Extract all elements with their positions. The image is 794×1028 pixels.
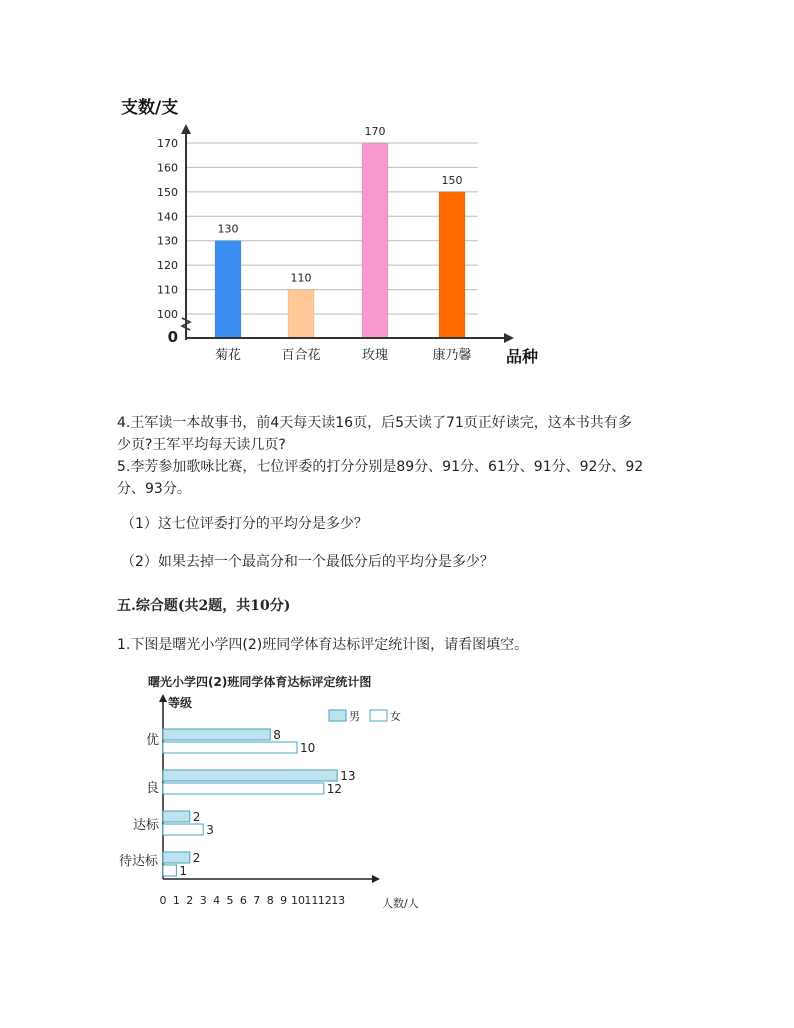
- q5-line2: 分、93分。: [117, 481, 191, 497]
- value-良-女: 12: [326, 782, 343, 796]
- x-tick-0: 0: [159, 894, 167, 907]
- x-tick-菊花: 菊花: [214, 348, 242, 363]
- q4-line2: 少页?王军平均每天读几页?: [117, 437, 286, 453]
- x-tick-1: 1: [172, 894, 180, 907]
- y-tick-0: 0: [167, 328, 178, 346]
- x-tick-labels: [160, 894, 346, 907]
- x-tick-labels: [215, 347, 472, 363]
- x-tick-3: 3: [199, 894, 207, 907]
- bar-优-女: [163, 742, 297, 753]
- axis-break-mark: [182, 318, 190, 330]
- y-tick-160: 160: [157, 161, 178, 175]
- x-tick-10: 10: [291, 894, 305, 907]
- bar-value-labels: [218, 125, 463, 285]
- bar-value-labels: [179, 728, 355, 878]
- y-axis-label: 等级: [168, 696, 193, 710]
- bar-达标-男: [163, 811, 190, 822]
- y-tick-labels: [157, 137, 178, 346]
- bar-待达标-女: [163, 865, 176, 876]
- y-axis-label: 支数/支: [121, 98, 179, 118]
- q5-sub1: （1）这七位评委打分的平均分是多少？: [121, 516, 368, 532]
- x-axis-arrow: [372, 875, 380, 883]
- legend: [329, 709, 401, 723]
- legend-female-swatch: [370, 710, 387, 721]
- bar-达标-女: [163, 824, 203, 835]
- value-待达标-男: 2: [192, 851, 201, 865]
- value-待达标-女: 1: [179, 864, 188, 878]
- x-tick-13: 13: [331, 894, 346, 907]
- category-优: 优: [146, 733, 160, 748]
- x-tick-2: 2: [186, 894, 194, 907]
- flower-bar-chart: [0, 0, 794, 400]
- y-tick-170: 170: [157, 137, 178, 150]
- x-axis-label: 品种: [506, 347, 539, 366]
- y-axis-arrow: [159, 694, 167, 702]
- category-labels: [119, 732, 160, 869]
- bar-优-男: [163, 729, 270, 740]
- y-axis-arrow: [181, 124, 191, 134]
- q5-sub2: （2）如果去掉一个最高分和一个最低分后的平均分是多少？: [121, 554, 494, 570]
- y-tick-130: 130: [157, 234, 178, 248]
- question-4: [117, 412, 697, 456]
- y-tick-120: 120: [157, 259, 178, 273]
- value-良-男: 13: [340, 769, 356, 783]
- x-tick-8: 8: [266, 894, 274, 907]
- bar-康乃馨: [439, 192, 465, 338]
- category-良: 良: [146, 781, 160, 796]
- legend-male-label: 男: [349, 710, 360, 723]
- question-5: [117, 456, 697, 500]
- bars: [163, 729, 337, 876]
- x-axis-arrow: [504, 333, 514, 343]
- bar-菊花: [215, 241, 241, 338]
- y-tick-100: 100: [157, 308, 178, 321]
- x-tick-11: 11: [304, 894, 319, 907]
- y-tick-140: 140: [157, 210, 178, 224]
- value-优-女: 10: [300, 741, 316, 755]
- value-达标-女: 3: [206, 823, 214, 837]
- category-待达标: 待达标: [119, 854, 159, 869]
- y-tick-110: 110: [157, 283, 178, 297]
- chart-title: 曙光小学四(2)班同学体育达标评定统计图: [148, 675, 372, 689]
- x-tick-4: 4: [213, 894, 221, 907]
- x-tick-12: 12: [317, 894, 332, 907]
- bar-百合花: [288, 290, 314, 338]
- section-title: 五.综合题(共2题，共10分): [117, 598, 291, 614]
- bar-待达标-男: [163, 852, 190, 863]
- x-tick-百合花: 百合花: [281, 348, 321, 363]
- value-达标-男: 2: [192, 810, 201, 824]
- y-tick-150: 150: [157, 185, 178, 199]
- x-tick-康乃馨: 康乃馨: [432, 348, 472, 363]
- category-达标: 达标: [133, 818, 160, 833]
- q5-line1: 5.李芳参加歌咏比赛，七位评委的打分分别是89分、91分、61分、91分、92分、92: [117, 459, 644, 475]
- value-label-康乃馨: 150: [441, 173, 463, 187]
- x-axis-label: 人数/人: [382, 897, 419, 910]
- legend-female-label: 女: [390, 710, 401, 723]
- value-label-玫瑰: 170: [364, 125, 386, 138]
- x-tick-9: 9: [280, 894, 288, 907]
- x-tick-7: 7: [253, 894, 261, 907]
- legend-male-swatch: [329, 710, 346, 721]
- x-tick-5: 5: [226, 894, 234, 907]
- value-优-男: 8: [273, 728, 281, 742]
- bar-玫瑰: [362, 143, 388, 338]
- x-tick-6: 6: [239, 894, 247, 907]
- q4-line1: 4.王军读一本故事书，前4天每天读16页，后5天读了71页正好读完，这本书共有多: [117, 415, 632, 431]
- value-label-百合花: 110: [290, 271, 312, 285]
- bar-良-男: [163, 770, 337, 781]
- problem-1: 1.下图是曙光小学四(2)班同学体育达标评定统计图，请看图填空。: [117, 637, 529, 653]
- value-label-菊花: 130: [217, 222, 239, 236]
- x-tick-玫瑰: 玫瑰: [361, 348, 389, 363]
- bar-良-女: [163, 783, 324, 794]
